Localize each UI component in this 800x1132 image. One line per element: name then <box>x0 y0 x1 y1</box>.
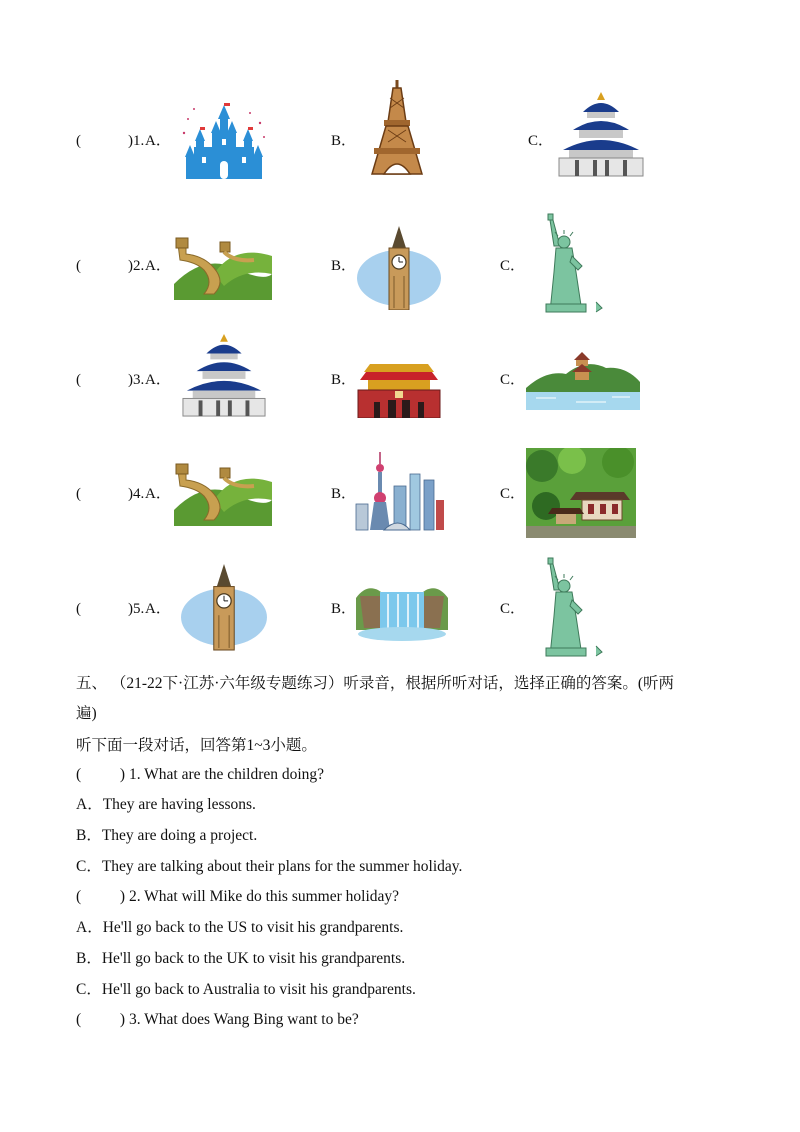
option-a-label: A． <box>145 133 171 149</box>
answer-paren-close: ) <box>128 601 133 617</box>
shanghai-skyline-icon <box>354 450 446 532</box>
question-2: ( ) 2. What will Mike do this summer holiday? <box>76 888 400 905</box>
q2-option-a: A．He'll go back to the US to visit his grandparents. <box>76 919 404 936</box>
answer-paren-open: ( <box>76 258 81 274</box>
option-b-label: B． <box>331 372 357 388</box>
q1-option-c: C．They are talking about their plans for the summer holiday. <box>76 858 463 875</box>
great-wall-icon <box>174 460 272 526</box>
q2-option-c: C．He'll go back to Australia to visit his grandparents. <box>76 981 416 998</box>
answer-paren-open: ( <box>76 372 81 388</box>
answer-paren-open: ( <box>76 601 81 617</box>
answer-paren-open: ( <box>76 133 81 149</box>
option-c-label: C． <box>528 133 554 149</box>
q1-option-a: A．They are having lessons. <box>76 796 256 813</box>
big-ben-icon <box>356 224 442 310</box>
tiananmen-icon <box>356 362 442 418</box>
option-a-label: A． <box>145 258 171 274</box>
castle-icon <box>180 103 268 181</box>
statue-of-liberty-icon <box>536 212 604 314</box>
answer-paren-close: ) <box>128 486 133 502</box>
option-c-label: C． <box>500 486 526 502</box>
answer-paren-close: ) <box>128 133 133 149</box>
west-lake-icon <box>526 348 640 410</box>
answer-paren-close: ) <box>128 372 133 388</box>
section-title-cont: 遍) <box>76 705 97 722</box>
temple-of-heaven-icon <box>179 332 269 418</box>
question-number: 4. <box>133 486 145 502</box>
option-a-label: A． <box>145 601 171 617</box>
q2-option-b: B．He'll go back to the UK to visit his grandparents. <box>76 950 406 967</box>
statue-of-liberty-icon <box>536 556 604 658</box>
option-b-label: B． <box>331 258 357 274</box>
option-a-label: A． <box>145 372 171 388</box>
option-c-label: C． <box>500 258 526 274</box>
question-number: 2. <box>133 258 145 274</box>
question-number: 1. <box>133 133 145 149</box>
eiffel-tower-icon <box>360 78 434 180</box>
option-b-label: B． <box>331 133 357 149</box>
question-number: 5. <box>133 601 145 617</box>
question-1: ( ) 1. What are the children doing? <box>76 766 325 783</box>
question-number: 3. <box>133 372 145 388</box>
answer-paren-open: ( <box>76 486 81 502</box>
q1-option-b: B．They are doing a project. <box>76 827 258 844</box>
question-3: ( ) 3. What does Wang Bing want to be? <box>76 1011 359 1028</box>
answer-paren-close: ) <box>128 258 133 274</box>
great-wall-icon <box>174 234 272 300</box>
option-a-label: A． <box>145 486 171 502</box>
temple-of-heaven-icon <box>557 90 645 178</box>
garden-pavilion-icon <box>526 448 636 538</box>
section-title: 五、 （21-22下·江苏·六年级专题练习）听录音，根据所听对话，选择正确的答案。(听两 <box>76 675 675 692</box>
section-intro: 听下面一段对话，回答第1~3小题。 <box>76 737 317 754</box>
big-ben-icon <box>180 560 268 652</box>
option-c-label: C． <box>500 601 526 617</box>
waterfall-icon <box>356 580 448 642</box>
option-b-label: B． <box>331 486 357 502</box>
option-b-label: B． <box>331 601 357 617</box>
option-c-label: C． <box>500 372 526 388</box>
